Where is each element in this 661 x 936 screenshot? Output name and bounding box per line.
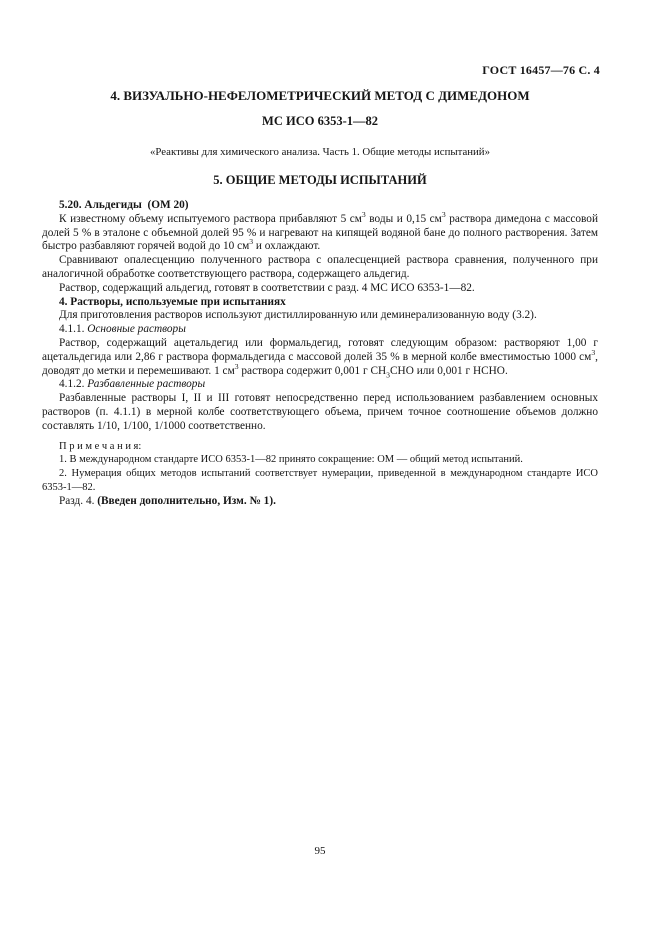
body-paragraph: Сравнивают опалесценцию полученного раствора с опалесценцией раствора сравнения, полученного при аналогичной обработке соответствующего раствора, содержащего альдегид.: [42, 254, 601, 280]
notes-heading: П р и м е ч а н и я:: [59, 440, 142, 452]
clause-4-heading: 4. Растворы, используемые при испытаниях: [59, 295, 286, 308]
page-number: 95: [314, 845, 326, 857]
note: 2. Нумерация общих методов испытаний соответствует нумерации, приведенной в международном стандарте ИСО 6353-1—82.: [42, 468, 601, 493]
section-title: 5. ОБЩИЕ МЕТОДЫ ИСПЫТАНИЙ: [213, 173, 427, 187]
body-paragraph: Раствор, содержащий альдегид, готовят в соответствии с разд. 4 МС ИСО 6353-1—82.: [59, 281, 475, 294]
clause-4-1-2-heading: 4.1.2. Разбавленные растворы: [59, 378, 206, 391]
body-paragraph: Разбавленные растворы I, II и III готовят непосредственно перед использованием разбавлением основных растворов (п. 4.1.1) в мерной колбе соответствующего объема, причем точное соотношение объемов должно составлять 1/10, 1/100, 1/1000 соответственно.: [42, 392, 601, 432]
clause-4-1-1-heading: 4.1.1. Основные растворы: [59, 323, 186, 336]
body-paragraph: К известному объему испытуемого раствора прибавляют 5 $см^3$ воды и 0,15 $см^3$ раствора димедона с массовой долей 5 % в эталоне с объемной долей 95 % и нагревают на кипящей водяной бане до полного растворения. Затем быстро разбавляют горячей водой до 10 $см^3$ и охлаждают.: [42, 210, 601, 253]
body-paragraph: Для приготовления растворов используют дистиллированную или деминерализованную воду (3.2).: [59, 309, 537, 322]
clause-5-20-heading: 5.20. Альдегиды (ОМ 20): [59, 199, 189, 211]
standard-ref: МС ИСО 6353-1—82: [262, 114, 378, 128]
page-header: ГОСТ 16457—76 С. 4: [482, 63, 600, 77]
amendment-line: Разд. 4. (Введен дополнительно, Изм. № 1).: [59, 494, 276, 507]
body-paragraph: Раствор, содержащий ацетальдегид или формальдегид, готовят следующим образом: растворяют 1,00 г ацетальдегида или 2,86 г раствора формальдегида с массовой долей 35 % в мерной колбе вместимостью 1000 $см^3$, доводят до метки и перемешивают. 1 $см^3$ раствора содержит 0,001 г $CH_3CHO$ или 0,001 г HCHO.: [42, 336, 601, 379]
document-body: [42, 199, 601, 509]
document-subtitle: «Реактивы для химического анализа. Часть 1. Общие методы испытаний»: [149, 146, 490, 158]
method-title: 4. ВИЗУАЛЬНО-НЕФЕЛОМЕТРИЧЕСКИЙ МЕТОД С ДИМЕДОНОМ: [110, 88, 530, 103]
note: 1. В международном стандарте ИСО 6353-1—82 принято сокращение: ОМ — общий метод испытаний.: [59, 454, 523, 466]
document-content: [42, 88, 601, 509]
